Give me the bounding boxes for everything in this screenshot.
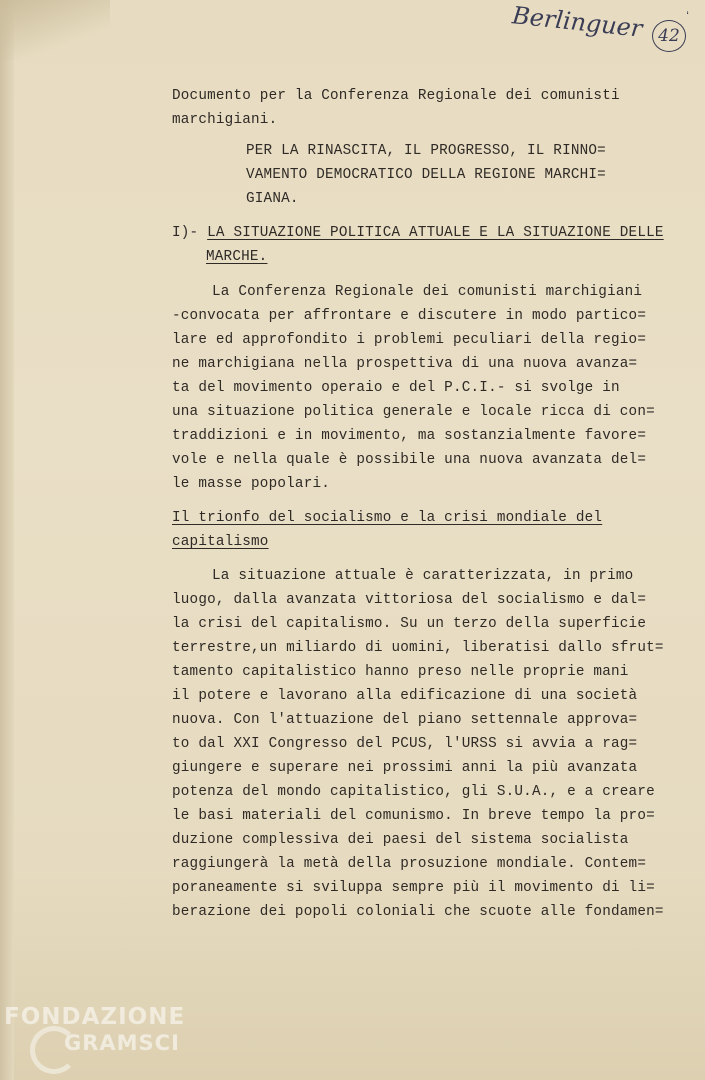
para1-line-7: traddizioni e in movimento, ma sostanzialmente favore= (172, 428, 647, 444)
para2-line-2: luogo, dalla avanzata vittoriosa del socialismo e dal= (172, 592, 647, 608)
page-number-circled: 42 (652, 20, 686, 52)
para1-line-2: -convocata per affrontare e discutere in modo partico= (172, 308, 647, 324)
pen-mark: ʻ (684, 10, 692, 24)
fondazione-gramsci-watermark (4, 1004, 204, 1074)
para2-line-5: tamento capitalistico hanno preso nelle proprie mani (172, 664, 629, 680)
para2-line-14: poraneamente si sviluppa sempre più il movimento di li= (172, 880, 655, 896)
para1-line-1: La Conferenza Regionale dei comunisti marchigiani (212, 284, 643, 300)
para1-line-4: ne marchigiana nella prospettiva di una nuova avanza= (172, 356, 638, 372)
watermark-line-2: GRAMSCI (64, 1031, 180, 1055)
para1-line-5: ta del movimento operaio e del P.C.I.- si svolge in (172, 380, 620, 396)
para1-line-6: una situazione politica generale e locale ricca di con= (172, 404, 655, 420)
para2-line-11: le basi materiali del comunismo. In breve tempo la pro= (172, 808, 655, 824)
para2-line-9: giungere e superare nei prossimi anni la più avanzata (172, 760, 638, 776)
para2-line-4: terrestre,un miliardo di uomini, liberatisi dallo sfrut= (172, 640, 664, 656)
title-line-3: GIANA. (246, 191, 299, 207)
para2-line-1: La situazione attuale è caratterizzata, in primo (212, 568, 634, 584)
para2-line-12: duzione complessiva dei paesi del sistema socialista (172, 832, 629, 848)
handwritten-name: Berlinguer (510, 1, 644, 43)
para2-line-13: raggiungerà la metà della prosuzione mondiale. Contem= (172, 856, 647, 872)
watermark-line-1: FONDAZIONE (4, 1004, 186, 1030)
para1-line-8: vole e nella quale è possibile una nuova avanzata del= (172, 452, 647, 468)
para2-line-7: nuova. Con l'attuazione del piano settennale approva= (172, 712, 638, 728)
para2-line-3: la crisi del capitalismo. Su un terzo della superficie (172, 616, 647, 632)
header-line-2: marchigiani. (172, 112, 278, 128)
para2-line-10: potenza del mondo capitalistico, gli S.U.A., e a creare (172, 784, 655, 800)
section-heading-line-2: MARCHE. (206, 249, 268, 265)
para2-line-15: berazione dei popoli coloniali che scuote alle fondamen= (172, 904, 664, 920)
section-number: I)- (172, 225, 208, 241)
para1-line-9: le masse popolari. (172, 476, 331, 492)
page-fold (0, 0, 110, 60)
title-line-1: PER LA RINASCITA, IL PROGRESSO, IL RINNO= (246, 143, 606, 159)
subheading-line-2: capitalismo (172, 534, 269, 550)
section-heading-line-1 (172, 221, 664, 245)
subheading-line-1: Il trionfo del socialismo e la crisi mondiale del (172, 510, 603, 526)
para2-line-8: to dal XXI Congresso del PCUS, l'URSS si avvia a rag= (172, 736, 638, 752)
section-heading-text: LA SITUAZIONE POLITICA ATTUALE E LA SITUAZIONE DELLE (207, 225, 664, 241)
para2-line-6: il potere e lavorano alla edificazione di una società (172, 688, 638, 704)
header-line-1: Documento per la Conferenza Regionale dei comunisti (172, 88, 620, 104)
page-edge (0, 0, 14, 1080)
para1-line-3: lare ed approfondito i problemi peculiari della regio= (172, 332, 647, 348)
title-line-2: VAMENTO DEMOCRATICO DELLA REGIONE MARCHI= (246, 167, 606, 183)
